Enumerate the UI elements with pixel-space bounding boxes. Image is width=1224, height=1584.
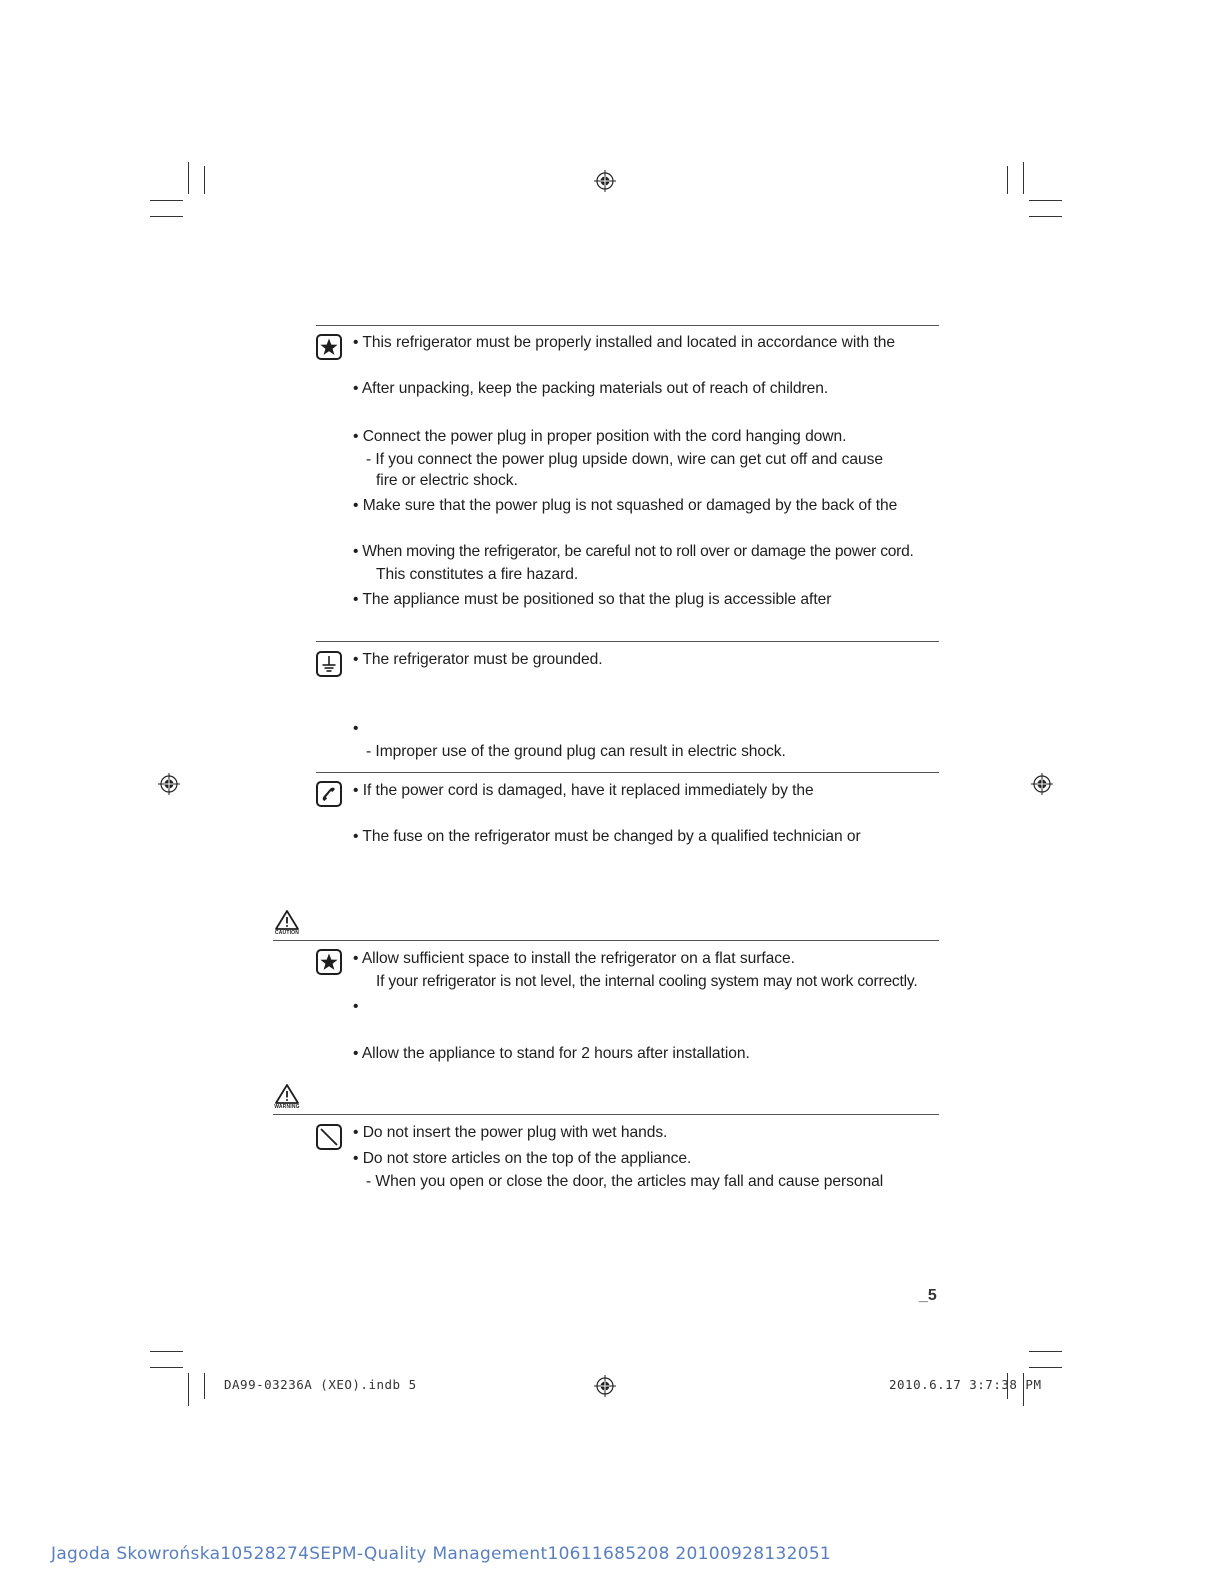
caution-bullet-2: • <box>353 998 359 1015</box>
install-bullet-5: • When moving the refrigerator, be careful not to roll over or damage the power cord. <box>353 543 914 560</box>
install-sub-1-cont: fire or electric shock. <box>376 472 518 489</box>
warning-sub-1: - When you open or close the door, the articles may fall and cause personal <box>366 1173 884 1190</box>
star-icon <box>316 334 342 360</box>
caution-bullet-1: • Allow sufficient space to install the refrigerator on a flat surface. <box>353 950 795 967</box>
install-bullet-3: • Connect the power plug in proper position with the cord hanging down. <box>353 428 847 445</box>
caution-icon <box>273 909 301 936</box>
install-bullet-1: • This refrigerator must be properly installed and located in accordance with the <box>353 334 895 351</box>
footer-file: DA99-03236A (XEO).indb 5 <box>224 1377 417 1392</box>
section-divider <box>316 641 939 642</box>
install-bullet-4: • Make sure that the power plug is not squashed or damaged by the back of the <box>353 497 898 514</box>
section-divider <box>273 1114 939 1115</box>
section-divider <box>316 325 939 326</box>
registration-mark-icon <box>594 170 616 192</box>
caution-label: CAUTION <box>274 930 300 936</box>
warning-label: WARNING <box>274 1104 300 1110</box>
caution-bullet-3: • Allow the appliance to stand for 2 hours after installation. <box>353 1045 750 1062</box>
warning-bullet-1: • Do not insert the power plug with wet hands. <box>353 1124 668 1141</box>
ground-sub-1: - Improper use of the ground plug can result in electric shock. <box>366 743 786 760</box>
registration-mark-icon <box>158 773 180 795</box>
caution-bullet-1-cont: If your refrigerator is not level, the internal cooling system may not work correctly. <box>376 973 918 990</box>
phone-icon <box>316 781 342 807</box>
registration-mark-icon <box>1031 773 1053 795</box>
section-divider <box>273 940 939 941</box>
ground-bullet-1: • The refrigerator must be grounded. <box>353 651 603 668</box>
watermark: Jagoda Skowrońska10528274SEPM-Quality Management10611685208 20100928132051 <box>51 1544 832 1564</box>
service-bullet-1: • If the power cord is damaged, have it replaced immediately by the <box>353 782 814 799</box>
install-bullet-5-cont: This constitutes a fire hazard. <box>376 566 579 583</box>
warning-icon <box>273 1083 301 1110</box>
star-icon <box>316 949 342 975</box>
install-bullet-2: • After unpacking, keep the packing materials out of reach of children. <box>353 380 829 397</box>
ground-bullet-2: • <box>353 720 359 737</box>
footer-timestamp: 2010.6.17 3:7:38 PM <box>889 1377 1042 1392</box>
prohibit-icon <box>316 1124 342 1150</box>
section-divider <box>316 772 939 773</box>
warning-bullet-2: • Do not store articles on the top of the appliance. <box>353 1150 692 1167</box>
install-bullet-6: • The appliance must be positioned so that the plug is accessible after <box>353 591 832 608</box>
install-sub-1: - If you connect the power plug upside down, wire can get cut off and cause <box>366 451 883 468</box>
page-number: _5 <box>919 1287 937 1304</box>
ground-icon <box>316 651 342 677</box>
service-bullet-2: • The fuse on the refrigerator must be changed by a qualified technician or <box>353 828 861 845</box>
registration-mark-icon <box>594 1375 616 1397</box>
